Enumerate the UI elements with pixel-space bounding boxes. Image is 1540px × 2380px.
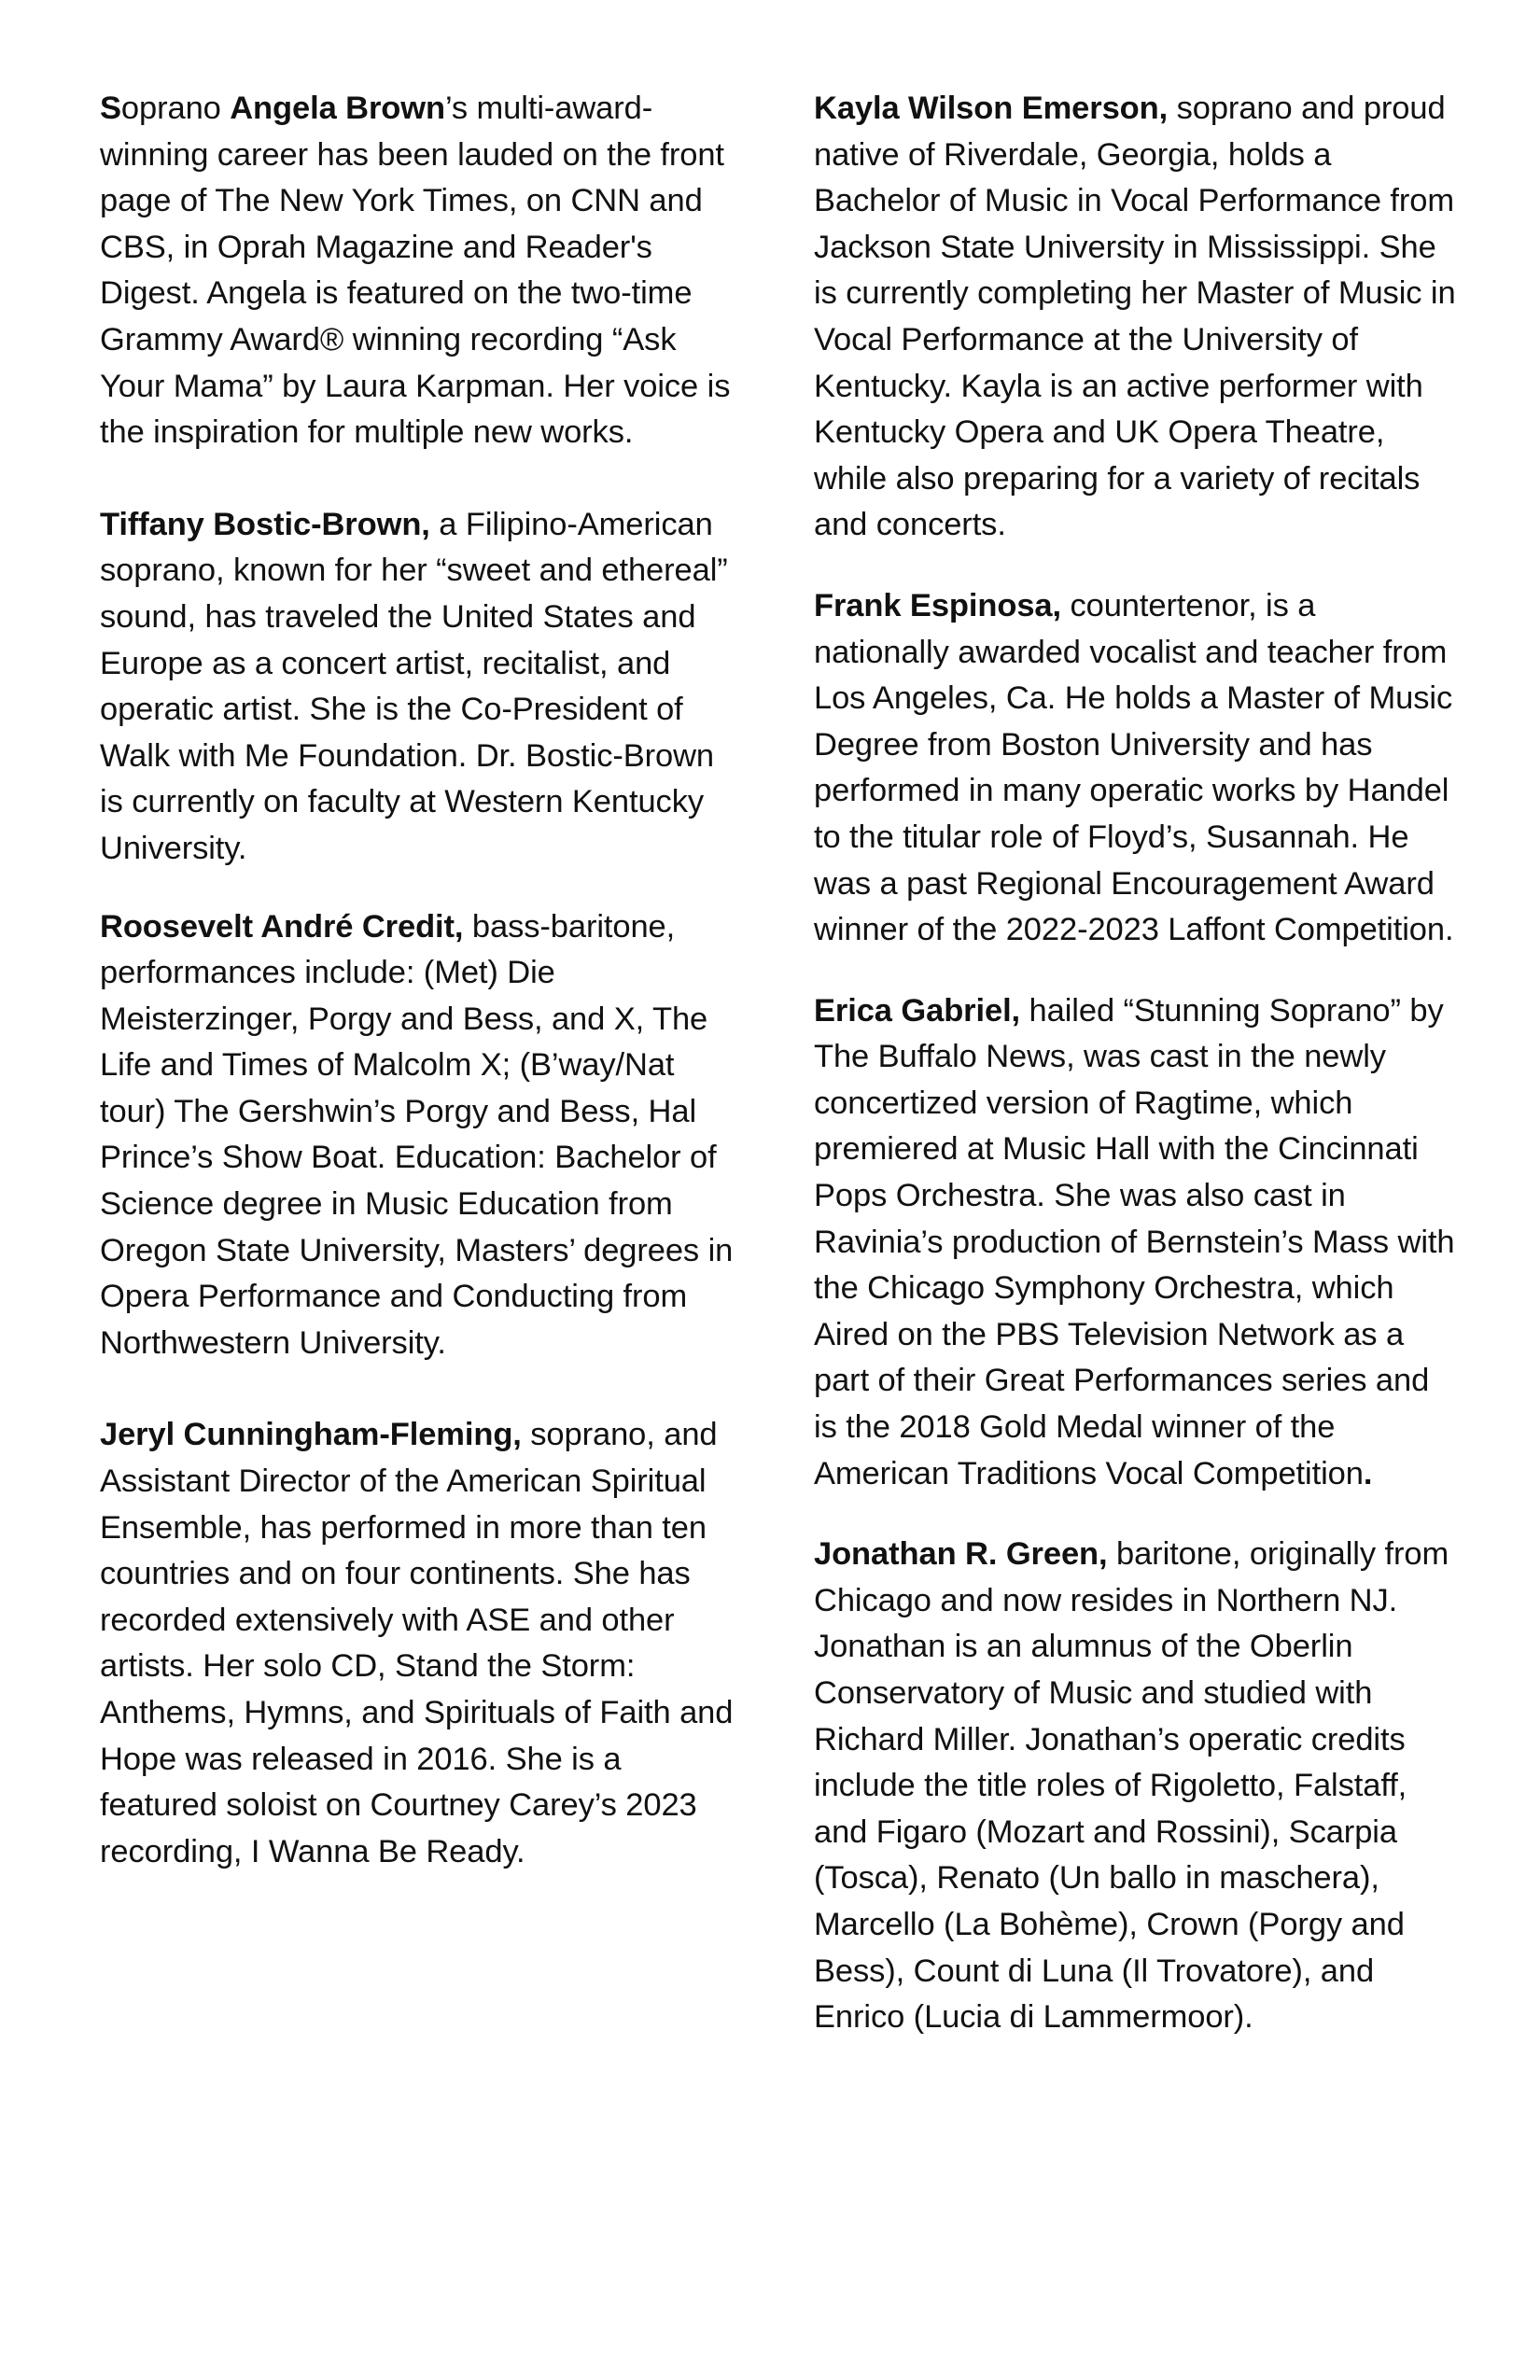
bio-erica-gabriel [814, 988, 1458, 1498]
bio-text: countertenor, is a nationally awarded vocalist and teacher from Los Angeles, Ca. He holds a Master of Music Degree from Boston University and has performed in many operatic works by Handel to the titular role of Floyd’s, Susannah. He was a past Regional Encouragement Award winner of the 2022-2023 Laffont Competition. [814, 587, 1454, 948]
right-column [814, 86, 1458, 2041]
bio-text: baritone, originally from Chicago and now resides in Northern NJ. Jonathan is an alumnus of the Oberlin Conservatory of Music and studied with Richard Miller. Jonathan’s operatic credits include the title roles of Rigoletto, Falstaff, and Figaro (Mozart and Rossini), Scarpia (Tosca), Renato (Un ballo in maschera), Marcello (La Bohème), Crown (Porgy and Bess), Count di Luna (Il Trovatore), and Enrico (Lucia di Lammermoor). [814, 1536, 1449, 2036]
bio-roosevelt-andre-credit [100, 904, 744, 1367]
bio-tiffany-bostic-brown [100, 502, 744, 873]
bio-name: Kayla Wilson Emerson, [814, 91, 1169, 126]
bio-name: Angela Brown [230, 91, 445, 126]
bio-text: ’s multi-award-winning career has been lauded on the front page of The New York Times, on CNN and CBS, in Oprah Magazine and Reader's Digest. Angela is featured on the two-time Grammy Award® winning recording “Ask Your Mama” by Laura Karpman. Her voice is the inspiration for multiple new works. [100, 91, 731, 451]
bio-name-prefix: oprano [120, 91, 231, 126]
bio-kayla-wilson-emerson [814, 86, 1458, 549]
left-column [100, 86, 744, 1875]
bio-frank-espinosa [814, 583, 1458, 954]
bio-name: Erica Gabriel, [814, 992, 1021, 1029]
bio-name: Jeryl Cunningham-Fleming, [100, 1417, 522, 1453]
bio-name: Frank Espinosa, [814, 587, 1061, 623]
bio-end-mark: . [1363, 1455, 1373, 1491]
bio-text: soprano, and Assistant Director of the American Spiritual Ensemble, has performed in more than ten countries and on four continents. She has recorded extensively with ASE and other artists. Her solo CD, Stand the Storm: Anthems, Hymns, and Spirituals of Faith and Hope was released in 2016. She is a featured soloist on Courtney Carey’s 2023 recording, I Wanna Be Ready. [100, 1417, 734, 1869]
bio-name: Tiffany Bostic-Brown, [100, 506, 430, 542]
bio-jeryl-cunningham-fleming [100, 1412, 744, 1875]
bio-name: Roosevelt André Credit, [100, 908, 464, 945]
bio-text: bass-baritone, performances include: (Met) Die Meisterzinger, Porgy and Bess, and X, The Life and Times of Malcolm X; (B’way/Nat tour) The Gershwin’s Porgy and Bess, Hal Prince’s Show Boat. Education: Bachelor of Science degree in Music Education from Oregon State University, Masters’ degrees in Opera Performance and Conducting from Northwestern University. [100, 908, 734, 1361]
bio-text: hailed “Stunning Soprano” by The Buffalo News, was cast in the newly concertized version of Ragtime, which premiered at Music Hall with the Cincinnati Pops Orchestra. She was also cast in Ravinia’s production of Bernstein’s Mass with the Chicago Symphony Orchestra, which Aired on the PBS Television Network as a part of their Great Performances series and is the 2018 Gold Medal winner of the American Traditions Vocal Competition [814, 992, 1455, 1491]
bio-initial: S [100, 91, 121, 126]
bio-name: Jonathan R. Green, [814, 1536, 1108, 1573]
bio-text: soprano and proud native of Riverdale, Georgia, holds a Bachelor of Music in Vocal Performance from Jackson State University in Mississippi. She is currently completing her Master of Music in Vocal Performance at the University of Kentucky. Kayla is an active performer with Kentucky Opera and UK Opera Theatre, while also preparing for a variety of recitals and concerts. [814, 91, 1456, 543]
bio-text: a Filipino-American soprano, known for her “sweet and ethereal” sound, has traveled the United States and Europe as a concert artist, recitalist, and operatic artist. She is the Co-President of Walk with Me Foundation. Dr. Bostic-Brown is currently on faculty at Western Kentucky University. [100, 506, 728, 866]
bio-jonathan-r-green [814, 1532, 1458, 2041]
bio-angela-brown [100, 86, 744, 456]
